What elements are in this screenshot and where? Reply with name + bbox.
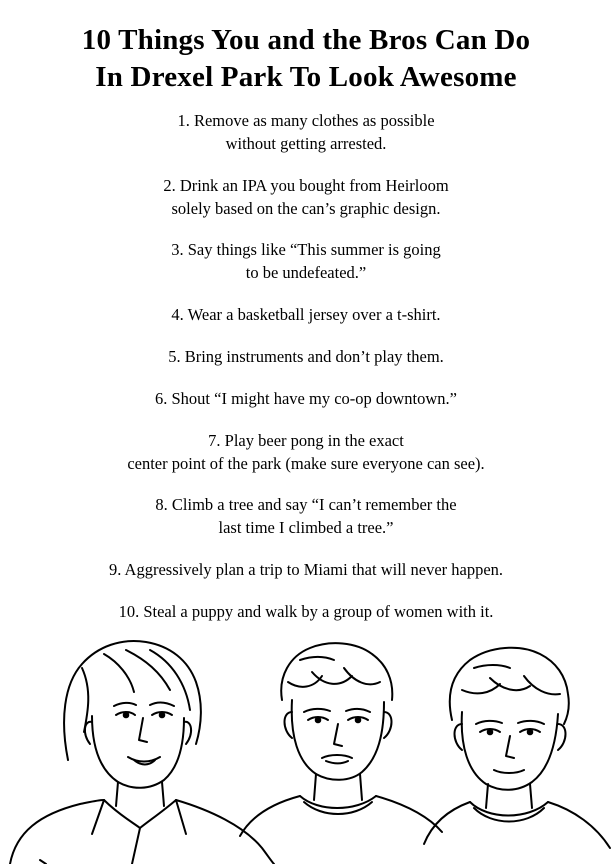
- list-item-line: 4. Wear a basketball jersey over a t-shirt.: [171, 304, 441, 324]
- list-item-line: center point of the park (make sure everyone can see).: [127, 453, 485, 473]
- list-item: [0, 238, 612, 284]
- list-item: [0, 109, 612, 155]
- list-item-line: 6. Shout “I might have my co-op downtown.”: [155, 388, 457, 408]
- poster-title: [0, 22, 612, 96]
- list-item: [0, 345, 612, 368]
- list-item-line: without getting arrested.: [225, 134, 387, 153]
- list-item-line: 7. Play beer pong in the exact: [208, 430, 404, 450]
- list-item-line: 3. Say things like “This summer is going: [171, 240, 441, 259]
- list-item: [0, 558, 612, 581]
- list-item-line: solely based on the can’s graphic design.: [171, 198, 441, 218]
- bro-middle-figure: [240, 643, 442, 836]
- bro-right-figure: [424, 648, 610, 848]
- list-item: [0, 493, 612, 539]
- list-item-line: 9. Aggressively plan a trip to Miami that will never happen.: [108, 559, 504, 579]
- list-item-line: 2. Drink an IPA you bought from Heirloom: [163, 175, 449, 195]
- list-item-line: 5. Bring instruments and don’t play them.: [168, 346, 444, 366]
- title-line-1: 10 Things You and the Bros Can Do: [81, 24, 531, 56]
- list-item-line: 8. Climb a tree and say “I can’t remember the: [155, 495, 457, 514]
- list-item: [0, 303, 612, 326]
- title-line-2: In Drexel Park To Look Awesome: [95, 61, 517, 93]
- tips-list: [0, 109, 612, 642]
- bro-left-figure: [10, 641, 274, 864]
- list-item: [0, 387, 612, 410]
- list-item-line: 1. Remove as many clothes as possible: [177, 111, 435, 130]
- list-item-line: last time I climbed a tree.”: [218, 518, 394, 537]
- list-item: [0, 600, 612, 623]
- list-item-line: to be undefeated.”: [245, 263, 367, 282]
- list-item-line: 10. Steal a puppy and walk by a group of women with it.: [118, 601, 494, 621]
- list-item: [0, 429, 612, 475]
- list-item: [0, 174, 612, 220]
- bros-illustration: [0, 630, 612, 864]
